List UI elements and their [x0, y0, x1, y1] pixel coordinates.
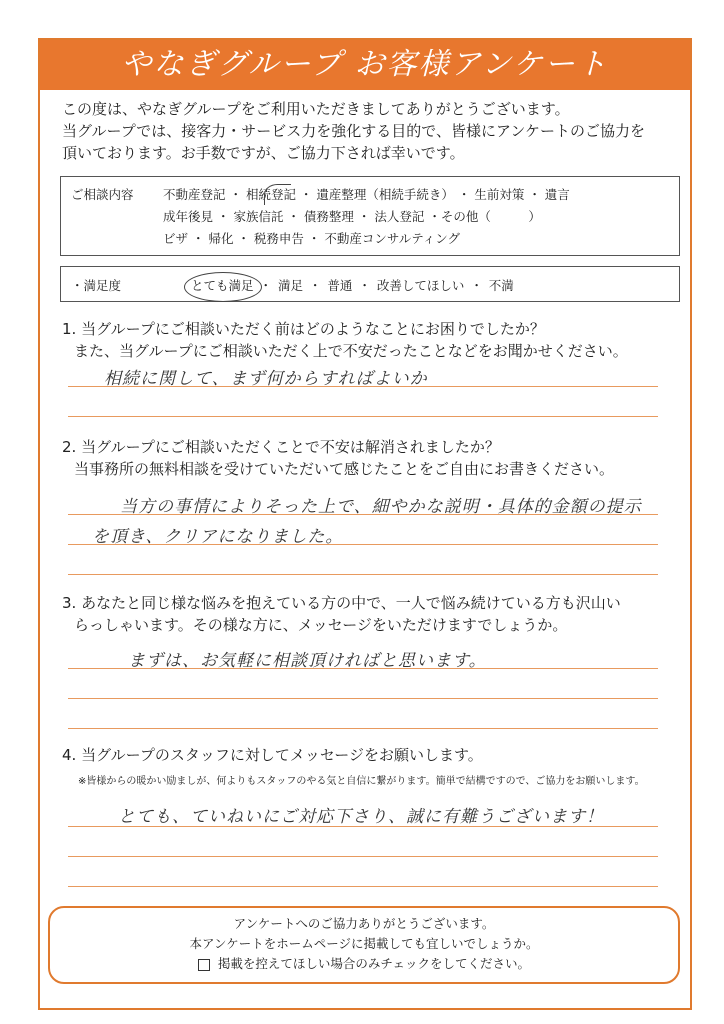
footer-line: アンケートへのご協力ありがとうございます。: [233, 916, 495, 931]
intro-line: 頂いております。お手数ですが、ご協力下されば幸いです。: [62, 144, 465, 162]
intro-line: この度は、やなぎグループをご利用いただきましてありがとうございます。: [62, 100, 570, 118]
survey-title: やなぎグループ お客様アンケート: [40, 40, 690, 90]
footer-line: 掲載を控えてほしい場合のみチェックをしてください。: [217, 956, 531, 971]
answer-line: [68, 574, 658, 575]
answer-line: [68, 698, 658, 699]
intro-text: [62, 98, 682, 164]
consultation-options-row[interactable]: 不動産登記 ・ 相続登記 ・ 遺産整理（相続手続き） ・ 生前対策 ・ 遺言: [163, 187, 570, 202]
question-3-sub: らっしゃいます。その様な方に、メッセージをいただけますでしょうか。: [74, 616, 568, 634]
footer-line: 本アンケートをホームページに掲載しても宜しいでしょうか。: [189, 936, 539, 951]
satisfaction-box: [60, 266, 680, 302]
answer-line: [68, 416, 658, 417]
footer-consent: [50, 954, 678, 974]
consultation-options-row[interactable]: ビザ ・ 帰化 ・ 税務申告 ・ 不動産コンサルティング: [163, 231, 460, 246]
question-1: 1. 当グループにご相談いただく前はどのようなことにお困りでしたか？: [62, 320, 545, 338]
satisfaction-label: ・満足度: [71, 278, 122, 293]
consent-checkbox[interactable]: [198, 959, 210, 971]
answer-4-text: とても、ていねいにご対応下さり、誠に有難うございます！: [118, 807, 604, 827]
question-1-sub: また、当グループにご相談いただく上で不安だったことなどをお聞かせください。: [74, 342, 628, 360]
answer-line: [68, 856, 658, 857]
satisfaction-options[interactable]: とても満足 ・ 満足 ・ 普通 ・ 改善してほしい ・ 不満: [191, 278, 514, 293]
answer-line: [68, 886, 658, 887]
question-2: 2. 当グループにご相談いただくことで不安は解消されましたか？: [62, 438, 500, 456]
answer-2-text: 当方の事情によりそった上で、細やかな説明・具体的金額の提示: [120, 497, 642, 517]
answer-3-text: まずは、お気軽に相談頂ければと思います。: [128, 651, 487, 671]
question-3: 3. あなたと同じ様な悩みを抱えている方の中で、一人で悩み続けている方も沢山い: [62, 594, 621, 612]
selection-circle: [184, 272, 262, 302]
intro-line: 当グループでは、接客力・サービス力を強化する目的で、皆様にアンケートのご協力を: [62, 122, 646, 140]
consultation-box: [60, 176, 680, 256]
selection-mark: [264, 184, 291, 205]
question-2-sub: 当事務所の無料相談を受けていただいて感じたことをご自由にお書きください。: [74, 460, 615, 478]
answer-1-text: 相続に関して、まず何からすればよいか: [104, 369, 428, 389]
footer-box: [48, 906, 680, 984]
answer-line: [68, 728, 658, 729]
consultation-label: ご相談内容: [71, 187, 134, 202]
question-4: 4. 当グループのスタッフに対してメッセージをお願いします。: [62, 746, 483, 764]
question-4-note: ※皆様からの暖かい励ましが、何よりもスタッフのやる気と自信に繋がります。簡単で結構ですので、ご協力をお願いします。: [78, 776, 645, 787]
consultation-options-row[interactable]: 成年後見 ・ 家族信託 ・ 債務整理 ・ 法人登記 ・その他（ ）: [163, 209, 541, 224]
answer-2-text-cont: を頂き、クリアになりました。: [92, 527, 344, 547]
